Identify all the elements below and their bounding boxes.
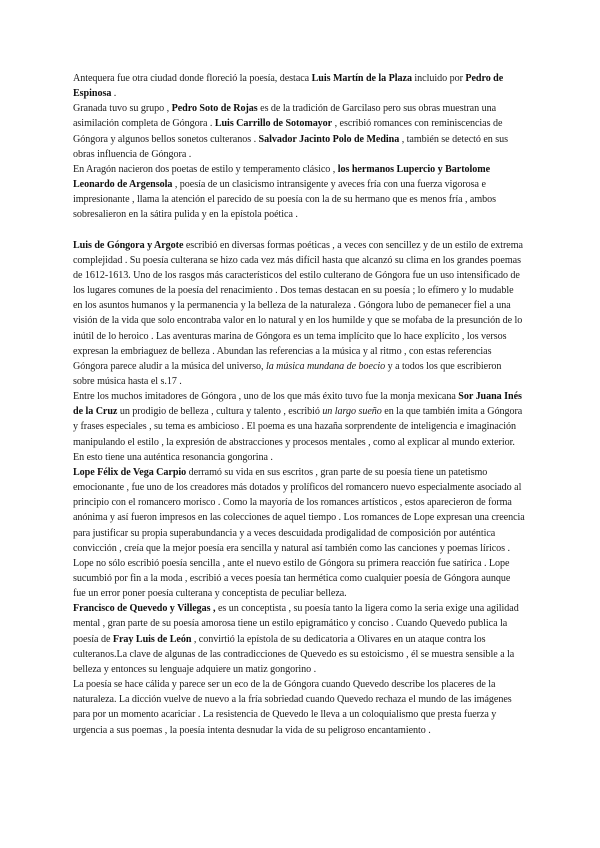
paragraph-quevedo <box>73 601 525 677</box>
poet-name-pedro-de-espinosa: Pedro de Espinosa <box>73 73 504 100</box>
text-run: , también se detectó en sus obras influencia de Góngora . <box>73 133 509 160</box>
poet-name-pedro-soto-de-rojas: Pedro Soto de Rojas <box>171 103 258 115</box>
document-page <box>73 71 525 738</box>
paragraph-lope <box>73 465 525 601</box>
italic-title-largo-sueno: un largo sueño <box>322 406 382 418</box>
poet-name-fray-luis-de-leon: Fray Luis de León <box>112 633 192 645</box>
text-run: es un conceptista , su poesía tanto la ligera como la seria exige una agilidad mental , gran parte de su poesía amorosa tiene un estilo epigramático y conciso . Cuando Quevedo publica la poesía de <box>73 603 519 645</box>
poet-name-luis-martin-de-la-plaza: Luis Martín de la Plaza <box>311 73 412 84</box>
poet-name-lope-de-vega: Lope Félix de Vega Carpio <box>73 466 187 478</box>
text-run: es de la tradición de Garcilaso pero sus obras muestran una asimilación completa de Góngora . <box>73 103 497 130</box>
text-run: incluido por <box>411 73 466 84</box>
text-run: En Aragón nacieron dos poetas de estilo y temperamento clásico , <box>73 163 338 175</box>
poet-name-quevedo: Francisco de Quevedo y Villegas , <box>73 603 216 615</box>
text-run: . <box>111 88 117 100</box>
text-run: La poesía se hace cálida y parece ser un eco de la de Góngora cuando Quevedo describe los placeres de la naturaleza. La dicción vuelve de nuevo a la fría sobriedad cuando Quevedo rechaza el mundo de las imágenes para por un momento acariciar . La resistencia de Quevedo le lleva a un coloquialismo que presta fuerza y urgencia a sus poemas , la poesía intenta desnudar la vida de su peligroso encantamiento . <box>73 679 512 736</box>
paragraph-gongora <box>73 238 525 390</box>
text-run: Granada tuvo su grupo , <box>73 103 172 115</box>
text-run: , poesía de un clasicismo intransigente y aveces fría con una fuerza vigorosa e impresionante , llama la atención el parecido de su poesía con la de su hermano que es menos fría , ambos sobresalieron en la sátira pulida y en la epístola poética . <box>73 179 497 221</box>
text-run: en la que también imita a Góngora y frases especiales , su tema es ambicioso . El poema es una hazaña sorprendente de inteligencia e imaginación manipulando el estilo , la expresión de abstracciones y procesos mentales , como al explicar al mundo exterior. En esto tiene una auténtica resonancia gongorina . <box>73 406 523 463</box>
paragraph-aragon <box>73 162 525 223</box>
paragraph-sor-juana <box>73 389 525 465</box>
paragraph-quevedo-naturaleza <box>73 677 525 738</box>
poet-name-polo-de-medina: Salvador Jacinto Polo de Medina <box>258 133 400 145</box>
text-run: derramó su vida en sus escritos , gran parte de su poesía tiene un patetismo emocionante , fue uno de los creadores más dotados y prolíficos del romancero nuevo especialmente asociado al principio con el romancero morisco . Como la mayoría de los romances artísticos , estos aparecieron de forma anónima y así fueron impresos en las colecciones de aquel tiempo . Los romances de Lope expresan una creencia para justificar su propia superabundancia y a veces descuidada prodigalidad de composición por auténtica convicción , creía que la mejor poesía era sencilla y natural así también como las canciones y poemas líricos . Lope no sólo escribió poesía sencilla , ante el nuevo estilo de Góngora su primera reacción fue satírica . Lope sucumbió por fin a la moda , escribió a veces poesía tan hermética como cualquier poesía de Góngora aunque fue un error poner poesía culterana y conceptista de peculiar belleza. <box>73 466 525 600</box>
paragraph-antequera <box>73 71 525 101</box>
text-run: , escribió romances con reminiscencias de Góngora y algunos bellos sonetos culteranos . <box>73 118 503 145</box>
text-run: Entre los muchos imitadores de Góngora , uno de los que más éxito tuvo fue la monja mexicana <box>73 391 459 403</box>
poet-name-argensola: los hermanos Lupercio y Bartolome Leonardo de Argensola <box>73 163 491 191</box>
text-run: y a todos los que escribieron sobre música hasta el s.17 . <box>73 360 502 387</box>
text-run: Antequera fue otra ciudad donde floreció la poesía, destaca <box>73 73 312 84</box>
paragraph-granada <box>73 101 525 162</box>
text-run: , convirtió la epístola de su dedicatoria a Olivares en un ataque contra los culteranos.La clave de algunas de las contradicciones de Quevedo es su estoicismo , él se muestra sensible a la belleza y entonces su lenguaje adquiere un matiz gongorino . <box>73 633 515 675</box>
poet-name-luis-carrillo: Luis Carrillo de Sotomayor <box>214 118 333 130</box>
paragraph-spacer <box>73 223 525 238</box>
poet-name-sor-juana: Sor Juana Inés de la Cruz <box>73 391 522 418</box>
text-run: un prodigio de belleza , cultura y talento , escribió <box>117 406 323 418</box>
text-run: escribió en diversas formas poéticas , a veces con sencillez y de un estilo de extrema complejidad . Su poesía culterana se hizo cada vez más difícil hasta que alcanzó su clima en los grandes poemas de 1612-1613. Uno de los rasgos más característicos del estilo culterano de Góngora fue un uso intensificado de los lugares comunes de la poesía del renacimiento . Dos temas destacan en su poesía ; lo efímero y lo mudable en los asuntos humanos y la permanencia y la belleza de la naturaleza . Góngora lubo de pemanecer fiel a una visión de la vida que solo encontraba valor en lo natural y en los humilde y que se mofaba de la presunción de lo inútil de lo heroico . Las aventuras marina de Góngora es un tema implícito que lo hace explícito , los versos expresan la embriaguez de belleza . Abundan las referencias a la música y al ritmo , con estas referencias Góngora parece aludir a la música del universo, <box>73 239 523 372</box>
italic-title-musica-mundana: la música mundana de boecio <box>265 360 386 372</box>
poet-name-gongora: Luis de Góngora y Argote <box>73 239 184 251</box>
